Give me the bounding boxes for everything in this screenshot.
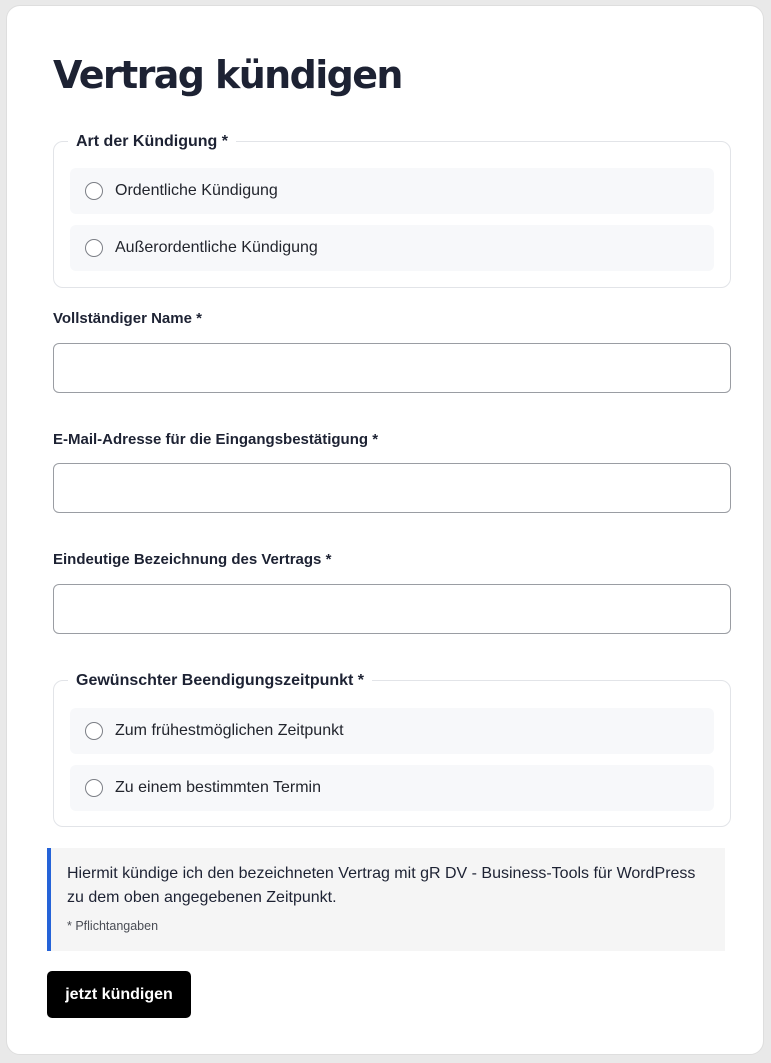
radio-option-specific-date[interactable] <box>70 765 714 811</box>
form-card <box>6 5 764 1055</box>
cancellation-type-group <box>53 133 731 288</box>
contract-id-label: Eindeutige Bezeichnung des Vertrags * <box>53 551 332 568</box>
email-label: E-Mail-Adresse für die Eingangsbestätigung * <box>53 431 379 448</box>
radio-circle-icon[interactable] <box>85 182 103 200</box>
declaration-notice <box>47 848 725 951</box>
radio-option-ausserordentliche-kuendigung[interactable] <box>70 225 714 271</box>
cancellation-type-legend: Art der Kündigung * <box>68 132 236 152</box>
radio-option-label: Zum frühestmöglichen Zeitpunkt <box>115 722 344 739</box>
radio-circle-icon[interactable] <box>85 722 103 740</box>
radio-option-earliest-date[interactable] <box>70 708 714 754</box>
end-date-group <box>53 672 731 827</box>
full-name-input[interactable] <box>53 343 731 393</box>
page-title: Vertrag kündigen <box>53 53 402 97</box>
end-date-legend: Gewünschter Beendigungszeitpunkt * <box>68 671 372 691</box>
radio-circle-icon[interactable] <box>85 779 103 797</box>
submit-cancellation-button[interactable]: jetzt kündigen <box>47 971 191 1018</box>
email-input[interactable] <box>53 463 731 513</box>
contract-id-input[interactable] <box>53 584 731 634</box>
full-name-label: Vollständiger Name * <box>53 310 202 327</box>
required-fields-note: * Pflichtangaben <box>67 919 159 933</box>
radio-option-ordentliche-kuendigung[interactable] <box>70 168 714 214</box>
radio-option-label: Außerordentliche Kündigung <box>115 239 318 256</box>
radio-option-label: Ordentliche Kündigung <box>115 182 278 199</box>
radio-circle-icon[interactable] <box>85 239 103 257</box>
declaration-text: Hiermit kündige ich den bezeichneten Vertrag mit gR DV - Business-Tools für WordPress zu dem oben angegebenen Zeitpunkt. <box>67 865 696 906</box>
radio-option-label: Zu einem bestimmten Termin <box>115 779 321 796</box>
